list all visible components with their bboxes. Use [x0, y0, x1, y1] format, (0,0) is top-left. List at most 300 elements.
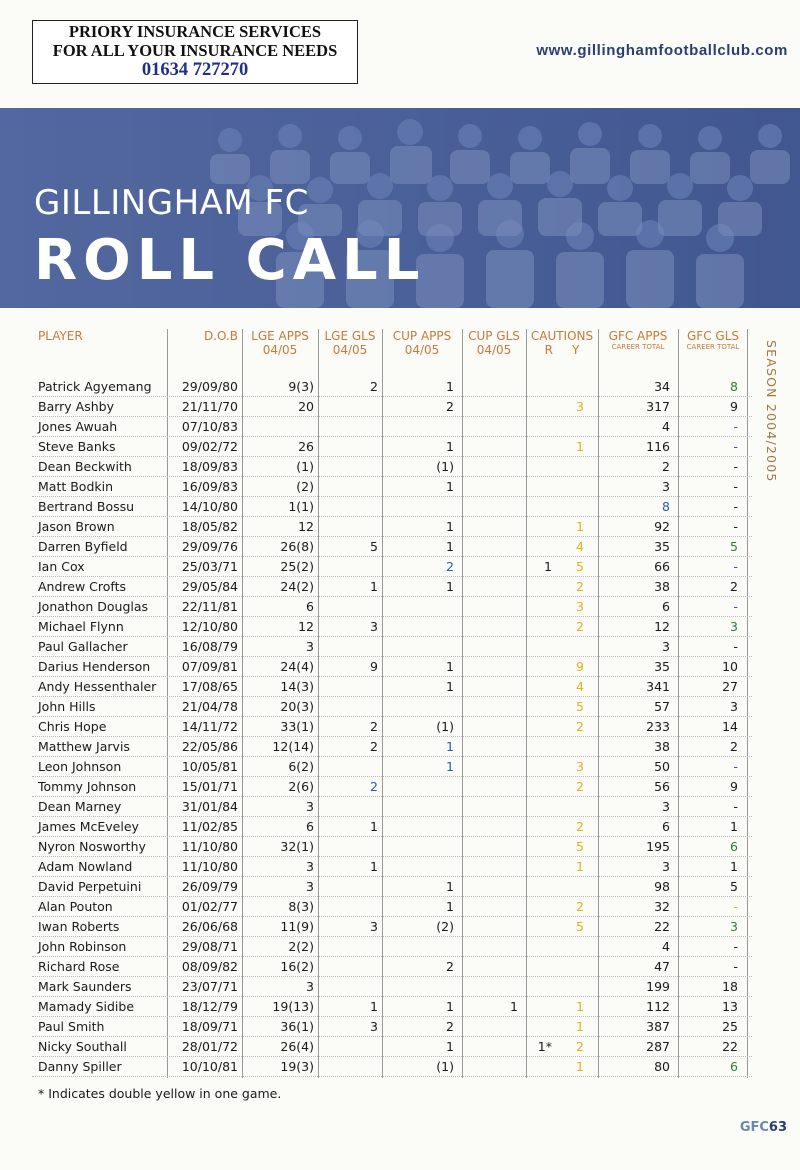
gfc-apps-cell: 8	[662, 499, 670, 514]
gfc-gls-cell: 3	[730, 619, 738, 634]
lge-apps-cell: 1(1)	[288, 499, 314, 514]
cup-apps-cell: 1	[446, 999, 454, 1014]
gfc-apps-cell: 80	[654, 1059, 670, 1074]
dob-cell: 16/08/79	[181, 639, 238, 654]
header-cup-apps	[384, 329, 460, 365]
cup-apps-cell: 2	[446, 399, 454, 414]
gfc-gls-cell: -	[733, 899, 738, 914]
cup-apps-cell: (1)	[436, 459, 454, 474]
player-name: John Robinson	[38, 939, 127, 954]
dob-cell: 31/01/84	[181, 799, 238, 814]
player-name: Steve Banks	[38, 439, 116, 454]
caution-yellow-cell: 3	[576, 759, 584, 774]
lge-apps-cell: 11(9)	[280, 919, 314, 934]
header-cautions-y: Y	[572, 343, 580, 357]
gfc-apps-cell: 35	[654, 539, 670, 554]
gfc-apps-cell: 112	[646, 999, 670, 1014]
lge-apps-cell: 36(1)	[280, 1019, 314, 1034]
cup-apps-cell: 1	[446, 519, 454, 534]
header-cautions-r: R	[544, 343, 553, 357]
table-row	[32, 496, 752, 517]
header-cup-gls-season: 04/05	[476, 343, 512, 357]
cup-apps-cell: 1	[446, 739, 454, 754]
caution-yellow-cell: 2	[576, 719, 584, 734]
cup-apps-cell: 1	[446, 679, 454, 694]
lge-apps-cell: 2(6)	[288, 779, 314, 794]
caution-yellow-cell: 2	[576, 779, 584, 794]
caution-yellow-cell: 2	[576, 1039, 584, 1054]
table-row	[32, 1036, 752, 1057]
caution-yellow-cell: 5	[576, 559, 584, 574]
gfc-apps-cell: 34	[654, 379, 670, 394]
player-name: Michael Flynn	[38, 619, 124, 634]
header-lge-apps-season: 04/05	[262, 343, 298, 357]
table-row	[32, 376, 752, 397]
gfc-gls-cell: -	[733, 639, 738, 654]
dob-cell: 10/10/81	[181, 1059, 238, 1074]
advert-line-2: FOR ALL YOUR INSURANCE NEEDS	[52, 41, 338, 60]
header-cautions	[528, 329, 596, 365]
dob-cell: 25/03/71	[181, 559, 238, 574]
dob-cell: 29/08/71	[181, 939, 238, 954]
lge-apps-cell: 3	[306, 799, 314, 814]
table-row	[32, 676, 752, 697]
gfc-gls-cell: -	[733, 939, 738, 954]
table-row	[32, 836, 752, 857]
table-row	[32, 996, 752, 1017]
caution-yellow-cell: 1	[576, 1059, 584, 1074]
cup-apps-cell: 1	[446, 659, 454, 674]
header-cautions-ry	[528, 343, 596, 357]
table-row	[32, 716, 752, 737]
lge-gls-cell: 1	[370, 859, 378, 874]
dob-cell: 18/09/71	[181, 1019, 238, 1034]
lge-apps-cell: 3	[306, 639, 314, 654]
gfc-gls-cell: 1	[730, 859, 738, 874]
page-number-prefix: GFC	[739, 1120, 769, 1135]
player-name: Danny Spiller	[38, 1059, 122, 1074]
player-name: Mark Saunders	[38, 979, 132, 994]
gfc-apps-cell: 56	[654, 779, 670, 794]
cup-apps-cell: 2	[446, 559, 454, 574]
table-row	[32, 576, 752, 597]
lge-apps-cell: 6	[306, 599, 314, 614]
gfc-apps-cell: 3	[662, 639, 670, 654]
dob-cell: 26/06/68	[181, 919, 238, 934]
gfc-gls-cell: 14	[722, 719, 738, 734]
lge-apps-cell: 3	[306, 859, 314, 874]
cup-apps-cell: 1	[446, 1039, 454, 1054]
table-row	[32, 976, 752, 997]
lge-apps-cell: 2(2)	[288, 939, 314, 954]
lge-gls-cell: 2	[370, 379, 378, 394]
lge-apps-cell: 3	[306, 979, 314, 994]
table-row	[32, 756, 752, 777]
header-cup-gls	[464, 329, 524, 365]
header-gfc-apps	[600, 329, 676, 365]
gfc-gls-cell: 9	[730, 779, 738, 794]
dob-cell: 11/10/80	[181, 839, 238, 854]
cup-apps-cell: (1)	[436, 719, 454, 734]
gfc-gls-cell: -	[733, 479, 738, 494]
lge-gls-cell: 5	[370, 539, 378, 554]
player-name: Darius Henderson	[38, 659, 151, 674]
header-cup-apps-season: 04/05	[404, 343, 440, 357]
player-name: James McEveley	[38, 819, 139, 834]
table-row	[32, 596, 752, 617]
table-row	[32, 516, 752, 537]
dob-cell: 14/11/72	[181, 719, 238, 734]
table-row	[32, 396, 752, 417]
gfc-gls-cell: -	[733, 439, 738, 454]
gfc-apps-cell: 3	[662, 859, 670, 874]
player-name: Ian Cox	[38, 559, 85, 574]
table-row	[32, 616, 752, 637]
player-name: Dean Marney	[38, 799, 122, 814]
cup-apps-cell: 2	[446, 1019, 454, 1034]
cup-apps-cell: 2	[446, 959, 454, 974]
lge-apps-cell: 6(2)	[288, 759, 314, 774]
gfc-apps-cell: 32	[654, 899, 670, 914]
player-name: Nyron Nosworthy	[38, 839, 146, 854]
gfc-apps-cell: 4	[662, 419, 670, 434]
table-row	[32, 936, 752, 957]
gfc-gls-cell: 25	[722, 1019, 738, 1034]
gfc-apps-cell: 98	[654, 879, 670, 894]
caution-yellow-cell: 1	[576, 1019, 584, 1034]
gfc-apps-cell: 22	[654, 919, 670, 934]
gfc-apps-cell: 387	[646, 1019, 670, 1034]
lge-apps-cell: 9(3)	[288, 379, 314, 394]
gfc-gls-cell: -	[733, 559, 738, 574]
dob-cell: 28/01/72	[181, 1039, 238, 1054]
gfc-gls-cell: 22	[722, 1039, 738, 1054]
lge-apps-cell: 12(14)	[272, 739, 314, 754]
gfc-apps-cell: 66	[654, 559, 670, 574]
table-row	[32, 896, 752, 917]
gfc-apps-cell: 233	[646, 719, 670, 734]
player-name: Matthew Jarvis	[38, 739, 130, 754]
caution-yellow-cell: 1	[576, 519, 584, 534]
gfc-gls-cell: 18	[722, 979, 738, 994]
player-name: Iwan Roberts	[38, 919, 120, 934]
caution-yellow-cell: 5	[576, 839, 584, 854]
gfc-gls-cell: -	[733, 459, 738, 474]
gfc-gls-cell: 5	[730, 879, 738, 894]
dob-cell: 21/11/70	[181, 399, 238, 414]
gfc-apps-cell: 6	[662, 599, 670, 614]
gfc-apps-cell: 4	[662, 939, 670, 954]
cup-apps-cell: 1	[446, 759, 454, 774]
header-gfc-apps-sub: CAREER TOTAL	[611, 343, 665, 351]
caution-red-cell: 1*	[537, 1039, 552, 1054]
header-gfc-gls	[680, 329, 746, 365]
player-name: Mamady Sidibe	[38, 999, 135, 1014]
player-name: Richard Rose	[38, 959, 120, 974]
caution-yellow-cell: 1	[576, 859, 584, 874]
gfc-apps-cell: 199	[646, 979, 670, 994]
gfc-gls-cell: -	[733, 959, 738, 974]
caution-yellow-cell: 5	[576, 919, 584, 934]
lge-apps-cell: 26	[298, 439, 314, 454]
table-row	[32, 1056, 752, 1077]
caution-yellow-cell: 2	[576, 619, 584, 634]
player-name: Paul Smith	[38, 1019, 105, 1034]
gfc-apps-cell: 38	[654, 739, 670, 754]
gfc-apps-cell: 47	[654, 959, 670, 974]
caution-yellow-cell: 3	[576, 599, 584, 614]
player-name: Tommy Johnson	[38, 779, 137, 794]
gfc-gls-cell: 2	[730, 739, 738, 754]
lge-apps-cell: 3	[306, 879, 314, 894]
header-lge-gls-season: 04/05	[332, 343, 368, 357]
lge-gls-cell: 2	[370, 779, 378, 794]
caution-yellow-cell: 4	[576, 679, 584, 694]
header-lge-apps	[244, 329, 316, 365]
page-number-value: 63	[768, 1120, 787, 1135]
caution-yellow-cell: 5	[576, 699, 584, 714]
header-cup-apps-label: CUP APPS	[392, 329, 452, 343]
dob-cell: 29/09/76	[181, 539, 238, 554]
gfc-gls-cell: 6	[730, 839, 738, 854]
header-lge-apps-label: LGE APPS	[251, 329, 309, 343]
gfc-gls-cell: -	[733, 519, 738, 534]
cup-apps-cell: 1	[446, 899, 454, 914]
gfc-gls-cell: 5	[730, 539, 738, 554]
cup-apps-cell: 1	[446, 479, 454, 494]
dob-cell: 16/09/83	[181, 479, 238, 494]
caution-yellow-cell: 1	[576, 999, 584, 1014]
dob-cell: 15/01/71	[181, 779, 238, 794]
gfc-gls-cell: 8	[730, 379, 738, 394]
footnote: * Indicates double yellow in one game.	[38, 1086, 282, 1101]
page-title: ROLL CALL	[34, 228, 426, 293]
gfc-apps-cell: 3	[662, 799, 670, 814]
dob-cell: 14/10/80	[181, 499, 238, 514]
lge-gls-cell: 9	[370, 659, 378, 674]
player-name: Andy Hessenthaler	[38, 679, 157, 694]
table-row	[32, 456, 752, 477]
header-cautions-label: CAUTIONS	[530, 329, 594, 343]
gfc-apps-cell: 57	[654, 699, 670, 714]
lge-apps-cell: 20(3)	[280, 699, 314, 714]
dob-cell: 17/08/65	[181, 679, 238, 694]
table-row	[32, 656, 752, 677]
lge-gls-cell: 1	[370, 999, 378, 1014]
gfc-gls-cell: -	[733, 759, 738, 774]
lge-apps-cell: 20	[298, 399, 314, 414]
dob-cell: 07/10/83	[181, 419, 238, 434]
gfc-apps-cell: 92	[654, 519, 670, 534]
insurance-advert	[32, 20, 358, 84]
player-name: Bertrand Bossu	[38, 499, 135, 514]
table-row	[32, 856, 752, 877]
caution-yellow-cell: 2	[576, 819, 584, 834]
table-row	[32, 956, 752, 977]
lge-gls-cell: 3	[370, 1019, 378, 1034]
table-row	[32, 556, 752, 577]
player-name: Nicky Southall	[38, 1039, 127, 1054]
table-row	[32, 796, 752, 817]
dob-cell: 07/09/81	[181, 659, 238, 674]
table-row	[32, 876, 752, 897]
player-name: Chris Hope	[38, 719, 107, 734]
gfc-gls-cell: 2	[730, 579, 738, 594]
header-player: PLAYER	[38, 329, 83, 343]
cup-apps-cell: 1	[446, 539, 454, 554]
lge-apps-cell: 26(4)	[280, 1039, 314, 1054]
cup-apps-cell: 1	[446, 579, 454, 594]
player-name: Jones Awuah	[38, 419, 118, 434]
table-row	[32, 536, 752, 557]
advert-phone: 01634 727270	[141, 60, 249, 80]
player-name: Patrick Agyemang	[38, 379, 152, 394]
cup-apps-cell: (2)	[436, 919, 454, 934]
lge-apps-cell: 25(2)	[280, 559, 314, 574]
gfc-gls-cell: 13	[722, 999, 738, 1014]
dob-cell: 29/09/80	[181, 379, 238, 394]
lge-apps-cell: 19(13)	[272, 999, 314, 1014]
caution-red-cell: 1	[544, 559, 552, 574]
player-name: Barry Ashby	[38, 399, 114, 414]
lge-apps-cell: 24(2)	[280, 579, 314, 594]
season-label	[757, 340, 787, 610]
gfc-apps-cell: 341	[646, 679, 670, 694]
dob-cell: 29/05/84	[181, 579, 238, 594]
caution-yellow-cell: 3	[576, 399, 584, 414]
season-text: SEASON 2004/2005	[764, 340, 779, 483]
dob-cell: 11/10/80	[181, 859, 238, 874]
table-row	[32, 816, 752, 837]
player-name: John Hills	[38, 699, 96, 714]
caution-yellow-cell: 2	[576, 579, 584, 594]
dob-cell: 18/05/82	[181, 519, 238, 534]
dob-cell: 21/04/78	[181, 699, 238, 714]
gfc-apps-cell: 195	[646, 839, 670, 854]
caution-yellow-cell: 4	[576, 539, 584, 554]
gfc-gls-cell: 10	[722, 659, 738, 674]
player-name: Jonathon Douglas	[38, 599, 149, 614]
gfc-apps-cell: 12	[654, 619, 670, 634]
gfc-apps-cell: 3	[662, 479, 670, 494]
table-row	[32, 916, 752, 937]
lge-apps-cell: 14(3)	[280, 679, 314, 694]
header-lge-gls-label: LGE GLS	[324, 329, 376, 343]
table-row	[32, 736, 752, 757]
advert-line-1: PRIORY INSURANCE SERVICES	[68, 22, 322, 41]
player-name: Adam Nowland	[38, 859, 133, 874]
dob-cell: 22/11/81	[181, 599, 238, 614]
player-name: Leon Johnson	[38, 759, 122, 774]
gfc-gls-cell: -	[733, 499, 738, 514]
dob-cell: 01/02/77	[181, 899, 238, 914]
caution-yellow-cell: 2	[576, 899, 584, 914]
lge-gls-cell: 3	[370, 919, 378, 934]
player-name: Matt Bodkin	[38, 479, 114, 494]
dob-cell: 11/02/85	[181, 819, 238, 834]
header-cup-gls-label: CUP GLS	[468, 329, 520, 343]
gfc-apps-cell: 6	[662, 819, 670, 834]
dob-cell: 18/12/79	[181, 999, 238, 1014]
lge-apps-cell: 8(3)	[288, 899, 314, 914]
lge-apps-cell: (2)	[296, 479, 314, 494]
table-row	[32, 696, 752, 717]
table-row	[32, 636, 752, 657]
caution-yellow-cell: 1	[576, 439, 584, 454]
lge-apps-cell: 12	[298, 519, 314, 534]
dob-cell: 22/05/86	[181, 739, 238, 754]
lge-gls-cell: 2	[370, 719, 378, 734]
gfc-gls-cell: 6	[730, 1059, 738, 1074]
club-website-url[interactable]: www.gillinghamfootballclub.com	[536, 42, 788, 59]
lge-apps-cell: 6	[306, 819, 314, 834]
lge-apps-cell: 12	[298, 619, 314, 634]
dob-cell: 12/10/80	[181, 619, 238, 634]
lge-gls-cell: 2	[370, 739, 378, 754]
lge-apps-cell: 16(2)	[280, 959, 314, 974]
gfc-apps-cell: 116	[646, 439, 670, 454]
header-dob: D.O.B	[203, 329, 238, 343]
table-row	[32, 416, 752, 437]
header-gfc-gls-label: GFC GLS	[687, 329, 739, 343]
player-name: Dean Beckwith	[38, 459, 132, 474]
header-lge-gls	[320, 329, 380, 365]
table-row	[32, 476, 752, 497]
gfc-apps-cell: 317	[646, 399, 670, 414]
lge-gls-cell: 3	[370, 619, 378, 634]
player-name: Jason Brown	[38, 519, 115, 534]
gfc-gls-cell: 3	[730, 919, 738, 934]
cup-apps-cell: 1	[446, 379, 454, 394]
header-gfc-apps-label: GFC APPS	[608, 329, 668, 343]
gfc-gls-cell: 1	[730, 819, 738, 834]
cup-apps-cell: (1)	[436, 1059, 454, 1074]
table-row	[32, 776, 752, 797]
gfc-apps-cell: 2	[662, 459, 670, 474]
table-row	[32, 436, 752, 457]
dob-cell: 23/07/71	[181, 979, 238, 994]
gfc-apps-cell: 35	[654, 659, 670, 674]
lge-apps-cell: (1)	[296, 459, 314, 474]
lge-apps-cell: 33(1)	[280, 719, 314, 734]
header-gfc-gls-sub: CAREER TOTAL	[686, 343, 740, 351]
lge-apps-cell: 26(8)	[280, 539, 314, 554]
gfc-gls-cell: -	[733, 419, 738, 434]
dob-cell: 10/05/81	[181, 759, 238, 774]
page-subtitle: GILLINGHAM FC	[34, 183, 309, 223]
player-name: David Perpetuini	[38, 879, 142, 894]
lge-gls-cell: 1	[370, 819, 378, 834]
table-row	[32, 1016, 752, 1037]
lge-apps-cell: 24(4)	[280, 659, 314, 674]
gfc-gls-cell: 27	[722, 679, 738, 694]
lge-apps-cell: 19(3)	[280, 1059, 314, 1074]
player-name: Andrew Crofts	[38, 579, 126, 594]
gfc-apps-cell: 287	[646, 1039, 670, 1054]
dob-cell: 18/09/83	[181, 459, 238, 474]
player-name: Paul Gallacher	[38, 639, 128, 654]
gfc-gls-cell: 9	[730, 399, 738, 414]
page-number	[740, 1120, 787, 1135]
gfc-gls-cell: -	[733, 799, 738, 814]
dob-cell: 09/02/72	[181, 439, 238, 454]
cup-apps-cell: 1	[446, 439, 454, 454]
lge-apps-cell: 32(1)	[280, 839, 314, 854]
caution-yellow-cell: 9	[576, 659, 584, 674]
cup-gls-cell: 1	[510, 999, 518, 1014]
gfc-gls-cell: 3	[730, 699, 738, 714]
player-name: Darren Byfield	[38, 539, 128, 554]
